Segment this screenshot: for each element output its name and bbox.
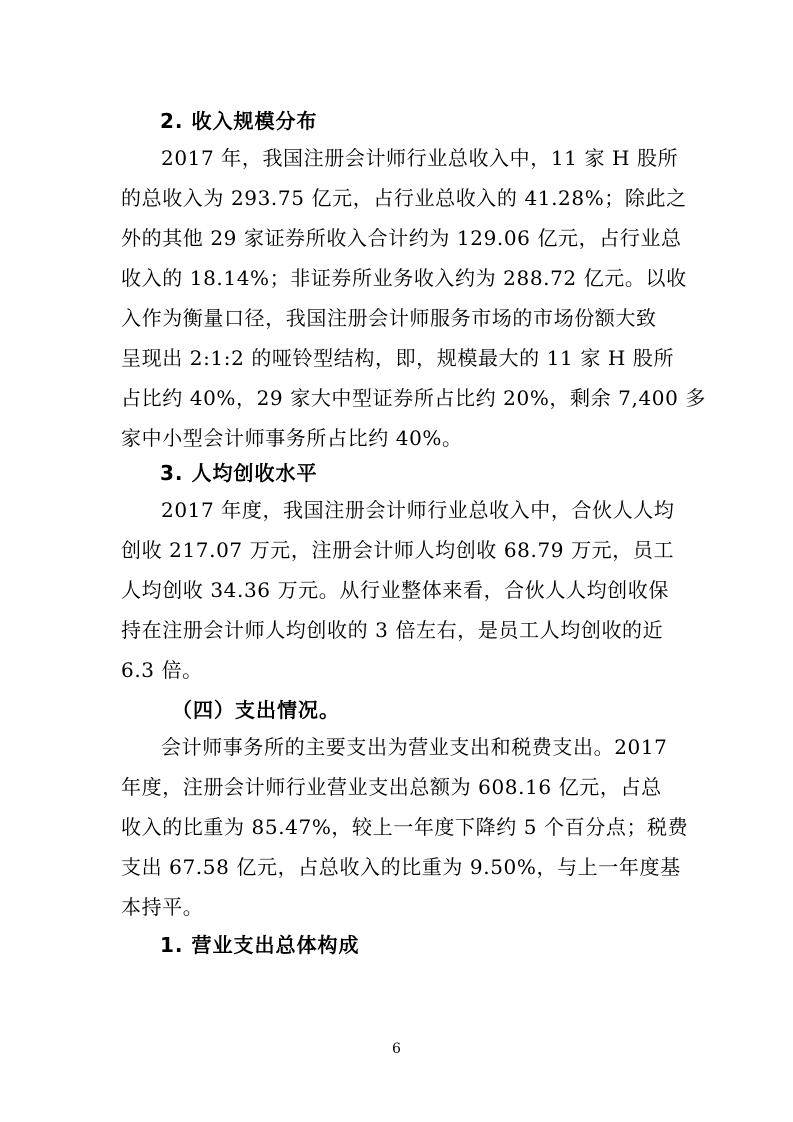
paragraph-line: 2017 年，我国注册会计师行业总收入中，11 家 H 股所 — [161, 146, 679, 170]
paragraph-expenditure — [121, 727, 689, 927]
paragraph-line: 6.3 倍。 — [121, 658, 203, 682]
paragraph-line: 年度，注册会计师行业营业支出总额为 608.16 亿元，占总 — [121, 775, 662, 799]
section-heading-income-scale: 2. 收入规模分布 — [160, 109, 318, 133]
paragraph-line: 人均创收 34.36 万元。从行业整体来看，合伙人人均创收保 — [121, 578, 669, 602]
paragraph-line: 呈现出 2:1:2 的哑铃型结构，即，规模最大的 11 家 H 股所 — [121, 346, 675, 370]
paragraph-line: 创收 217.07 万元，注册会计师人均创收 68.79 万元，员工 — [121, 538, 675, 562]
paragraph-line: 会计师事务所的主要支出为营业支出和税费支出。2017 — [161, 735, 668, 759]
paragraph-line: 支出 67.58 亿元，占总收入的比重为 9.50%，与上一年度基 — [121, 855, 681, 879]
paragraph-line: 外的其他 29 家证券所收入合计约为 129.06 亿元，占行业总 — [121, 226, 682, 250]
paragraph-line: 2017 年度，我国注册会计师行业总收入中，合伙人人均 — [161, 498, 675, 522]
paragraph-line: 入作为衡量口径，我国注册会计师服务市场的市场份额大致 — [121, 306, 657, 330]
section-heading-per-capita-revenue: 3. 人均创收水平 — [160, 461, 318, 485]
paragraph-per-capita-revenue — [121, 490, 677, 690]
section-heading-expenditure: （四）支出情况。 — [172, 698, 340, 722]
paragraph-line: 收入的 18.14%；非证券所业务收入约为 288.72 亿元。以收 — [121, 266, 687, 290]
paragraph-line: 家中小型会计师事务所占比约 40%。 — [121, 426, 463, 450]
page-number: 6 — [392, 1041, 401, 1057]
paragraph-line: 的总收入为 293.75 亿元，占行业总收入的 41.28%；除此之 — [121, 186, 687, 210]
paragraph-line: 本持平。 — [121, 895, 204, 919]
paragraph-line: 持在注册会计师人均创收的 3 倍左右，是员工人均创收的近 — [121, 618, 664, 642]
paragraph-income-scale — [121, 138, 706, 458]
paragraph-line: 收入的比重为 85.47%，较上一年度下降约 5 个百分点；税费 — [121, 815, 689, 839]
section-heading-operating-expense-composition: 1. 营业支出总体构成 — [160, 933, 360, 957]
paragraph-line: 占比约 40%，29 家大中型证券所占比约 20%，剩余 7,400 多 — [121, 386, 706, 410]
